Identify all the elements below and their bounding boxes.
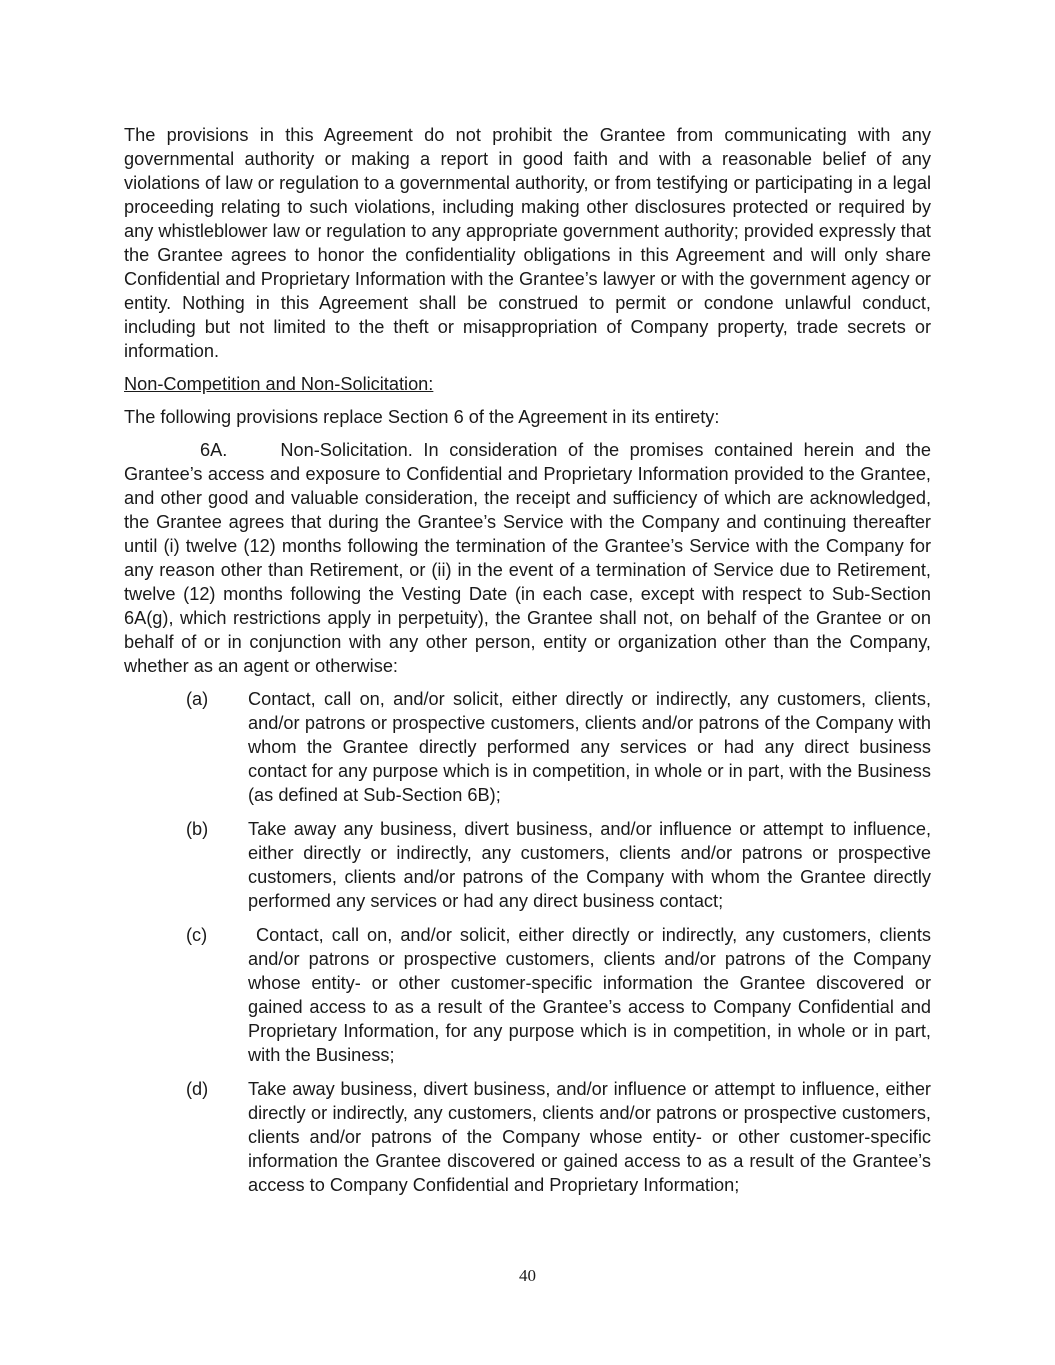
list-item-text: Contact, call on, and/or solicit, either directly or indirectly, any customers, clients and/or patrons or prospective customers, clients and/or patrons of the Company whose entity- or other customer-specific information the Grantee discovered or gained access to as a result of the Grantee’s access to Company Confidential and Proprietary Information, for any purpose which is in competition, in whole or in part, with the Business; — [248, 925, 931, 1065]
list-item-label: (d) — [186, 1079, 209, 1099]
section-6a-paragraph: 6A. Non-Solicitation. In consideration of the promises contained herein and the Grantee’s access and exposure to Confidential and Proprietary Information provided to the Grantee, and other good and valuable consideration, the receipt and sufficiency of which are acknowledged, the Grantee agrees that during the Grantee’s Service with the Company and continuing thereafter until (i) twelve (12) months following the termination of the Grantee’s Service with the Company for any reason other than Retirement, or (ii) in the event of a termination of Service due to Retirement, twelve (12) months following the Vesting Date (in each case, except with respect to Sub-Section 6A(g), which restrictions apply in perpetuity), the Grantee shall not, on behalf of the Grantee or on behalf of or in conjunction with any other person, entity or organization other than the Company, whether as an agent or otherwise: — [124, 440, 931, 676]
list-item-c — [124, 923, 931, 1067]
list-item-label: (b) — [186, 819, 209, 839]
list-item-d — [124, 1077, 931, 1197]
page-number: 40 — [519, 1266, 536, 1285]
list-item-text: Contact, call on, and/or solicit, either directly or indirectly, any customers, clients, and/or patrons or prospective customers, clients and/or patrons of the Company with whom the Grantee directly performed any services or had any direct business contact for any purpose which is in competition, in whole or in part, with the Business (as defined at Sub-Section 6B); — [248, 689, 931, 805]
list-item-text: Take away any business, divert business, and/or influence or attempt to influence, either directly or indirectly, any customers, clients and/or patrons or prospective customers, clients and/or patrons of the Company with whom the Grantee directly performed any services or had any direct business contact; — [248, 819, 931, 911]
document-body — [124, 123, 931, 1207]
intro-paragraph: The following provisions replace Section 6 of the Agreement in its entirety: — [124, 407, 720, 427]
list-item-a — [124, 687, 931, 807]
list-item-label: (c) — [186, 925, 208, 945]
paragraph-whistleblower-provision: The provisions in this Agreement do not prohibit the Grantee from communicating with any governmental authority or making a report in good faith and with a reasonable belief of any violations of law or regulation to a governmental authority, or from testifying or participating in a legal proceeding relating to such violations, including making other disclosures protected or required by any whistleblower law or regulation to any appropriate government authority; provided expressly that the Grantee agrees to honor the confidentiality obligations in this Agreement and will only share Confidential and Proprietary Information with the Grantee’s lawyer or with the government agency or entity. Nothing in this Agreement shall be construed to permit or condone unlawful conduct, including but not limited to the theft or misappropriation of Company property, trade secrets or information. — [124, 125, 931, 361]
list-item-b — [124, 817, 931, 913]
list-item-label: (a) — [186, 689, 209, 709]
list-item-text: Take away business, divert business, and/or influence or attempt to influence, either directly or indirectly, any customers, clients and/or patrons or prospective customers, clients and/or patrons of the Company whose entity- or other customer-specific information the Grantee discovered or gained access to as a result of the Grantee’s access to Company Confidential and Proprietary Information; — [248, 1079, 931, 1195]
section-heading: Non-Competition and Non-Solicitation: — [124, 374, 434, 394]
